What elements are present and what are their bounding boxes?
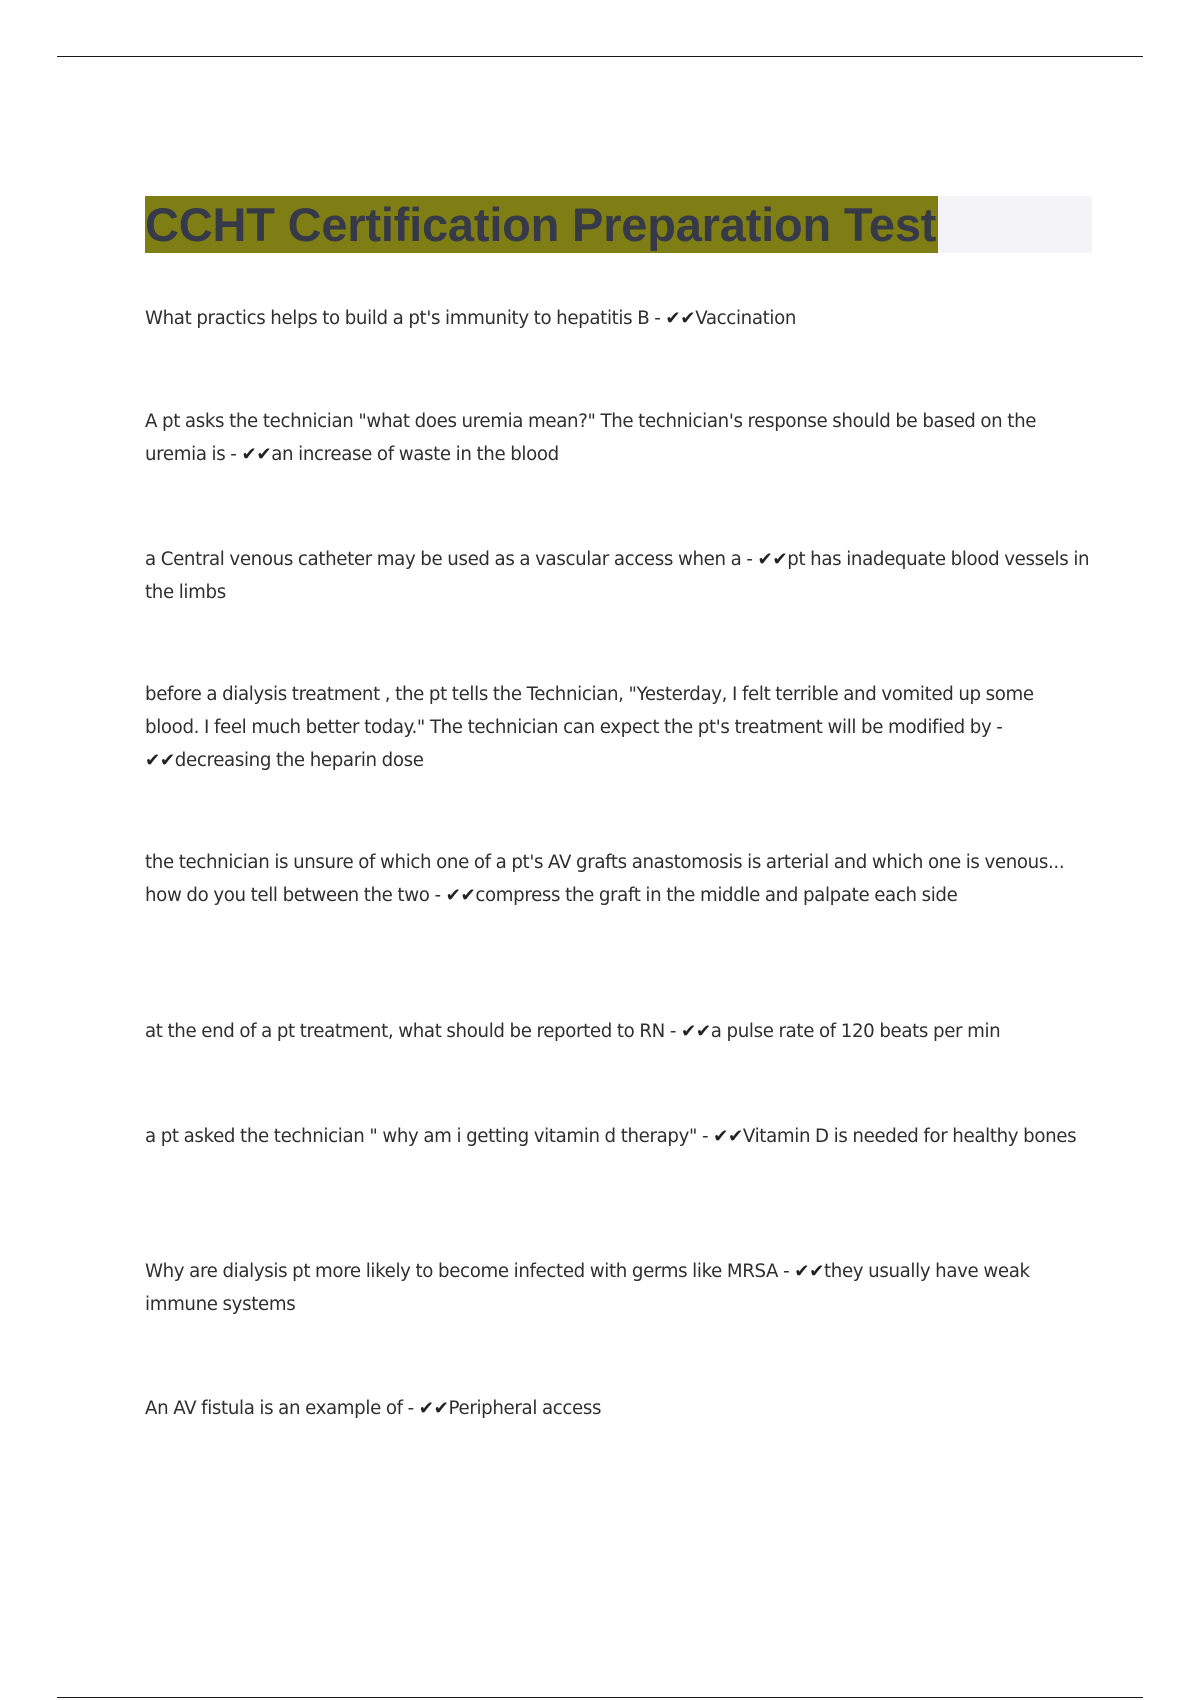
answer-check-icon: ✔✔	[418, 1398, 449, 1419]
question-text: a pt asked the technician " why am i getting vitamin d therapy"	[145, 1126, 698, 1147]
answer-separator: -	[402, 1398, 419, 1419]
answer-text: pt has inadequate blood vessels in the limbs	[145, 549, 1090, 603]
answer-separator: -	[778, 1261, 795, 1282]
qa-item	[145, 405, 1090, 471]
qa-item	[145, 1120, 1090, 1153]
question-text: What practics helps to build a pt's immunity to hepatitis B	[145, 308, 650, 329]
answer-check-icon: ✔✔	[665, 308, 696, 329]
answer-check-icon: ✔✔	[145, 750, 175, 771]
question-text: the technician is unsure of which one of a pt's AV grafts anastomosis is arterial and which one is venous... how do you tell between the two	[145, 852, 1065, 906]
question-text: A pt asks the technician "what does uremia mean?" The technician's response should be based on the uremia is	[145, 411, 1037, 465]
answer-text: compress the graft in the middle and palpate each side	[475, 885, 958, 906]
answer-check-icon: ✔✔	[757, 549, 788, 570]
answer-separator: -	[649, 308, 666, 329]
answer-text: Peripheral access	[448, 1398, 602, 1419]
qa-item	[145, 1392, 1090, 1425]
answer-text: an increase of waste in the blood	[271, 444, 559, 465]
answer-separator: -	[991, 717, 1003, 738]
question-text: An AV fistula is an example of	[145, 1398, 403, 1419]
answer-check-icon: ✔✔	[794, 1261, 824, 1282]
answer-check-icon: ✔✔	[445, 885, 476, 906]
answer-check-icon: ✔✔	[241, 444, 272, 465]
qa-item	[145, 846, 1090, 912]
answer-text: decreasing the heparin dose	[174, 750, 424, 771]
qa-item	[145, 678, 1090, 777]
answer-check-icon: ✔✔	[713, 1126, 743, 1147]
answer-text: Vitamin D is needed for healthy bones	[742, 1126, 1077, 1147]
answer-text: a pulse rate of 120 beats per min	[710, 1021, 1001, 1042]
answer-check-icon: ✔✔	[681, 1021, 711, 1042]
answer-text: Vaccination	[695, 308, 797, 329]
top-rule	[57, 56, 1143, 57]
answer-separator: -	[225, 444, 242, 465]
answer-text: they usually have weak immune systems	[145, 1261, 1030, 1315]
answer-separator: -	[664, 1021, 682, 1042]
qa-item	[145, 1015, 1090, 1048]
answer-separator: -	[429, 885, 446, 906]
qa-item	[145, 1255, 1090, 1321]
question-text: Why are dialysis pt more likely to become infected with germs like MRSA	[145, 1261, 779, 1282]
bottom-rule	[57, 1697, 1143, 1698]
answer-separator: -	[741, 549, 758, 570]
question-text: before a dialysis treatment , the pt tells the Technician, "Yesterday, I felt terrible and vomited up some blood. I feel much better today." The technician can expect the pt's treatment will be modified by	[145, 684, 1034, 738]
document-title: CCHT Certification Preparation Test	[145, 198, 937, 251]
qa-item	[145, 543, 1090, 609]
question-text: at the end of a pt treatment, what should be reported to RN	[145, 1021, 665, 1042]
qa-item	[145, 302, 1090, 335]
answer-separator: -	[697, 1126, 714, 1147]
question-text: a Central venous catheter may be used as a vascular access when a	[145, 549, 742, 570]
